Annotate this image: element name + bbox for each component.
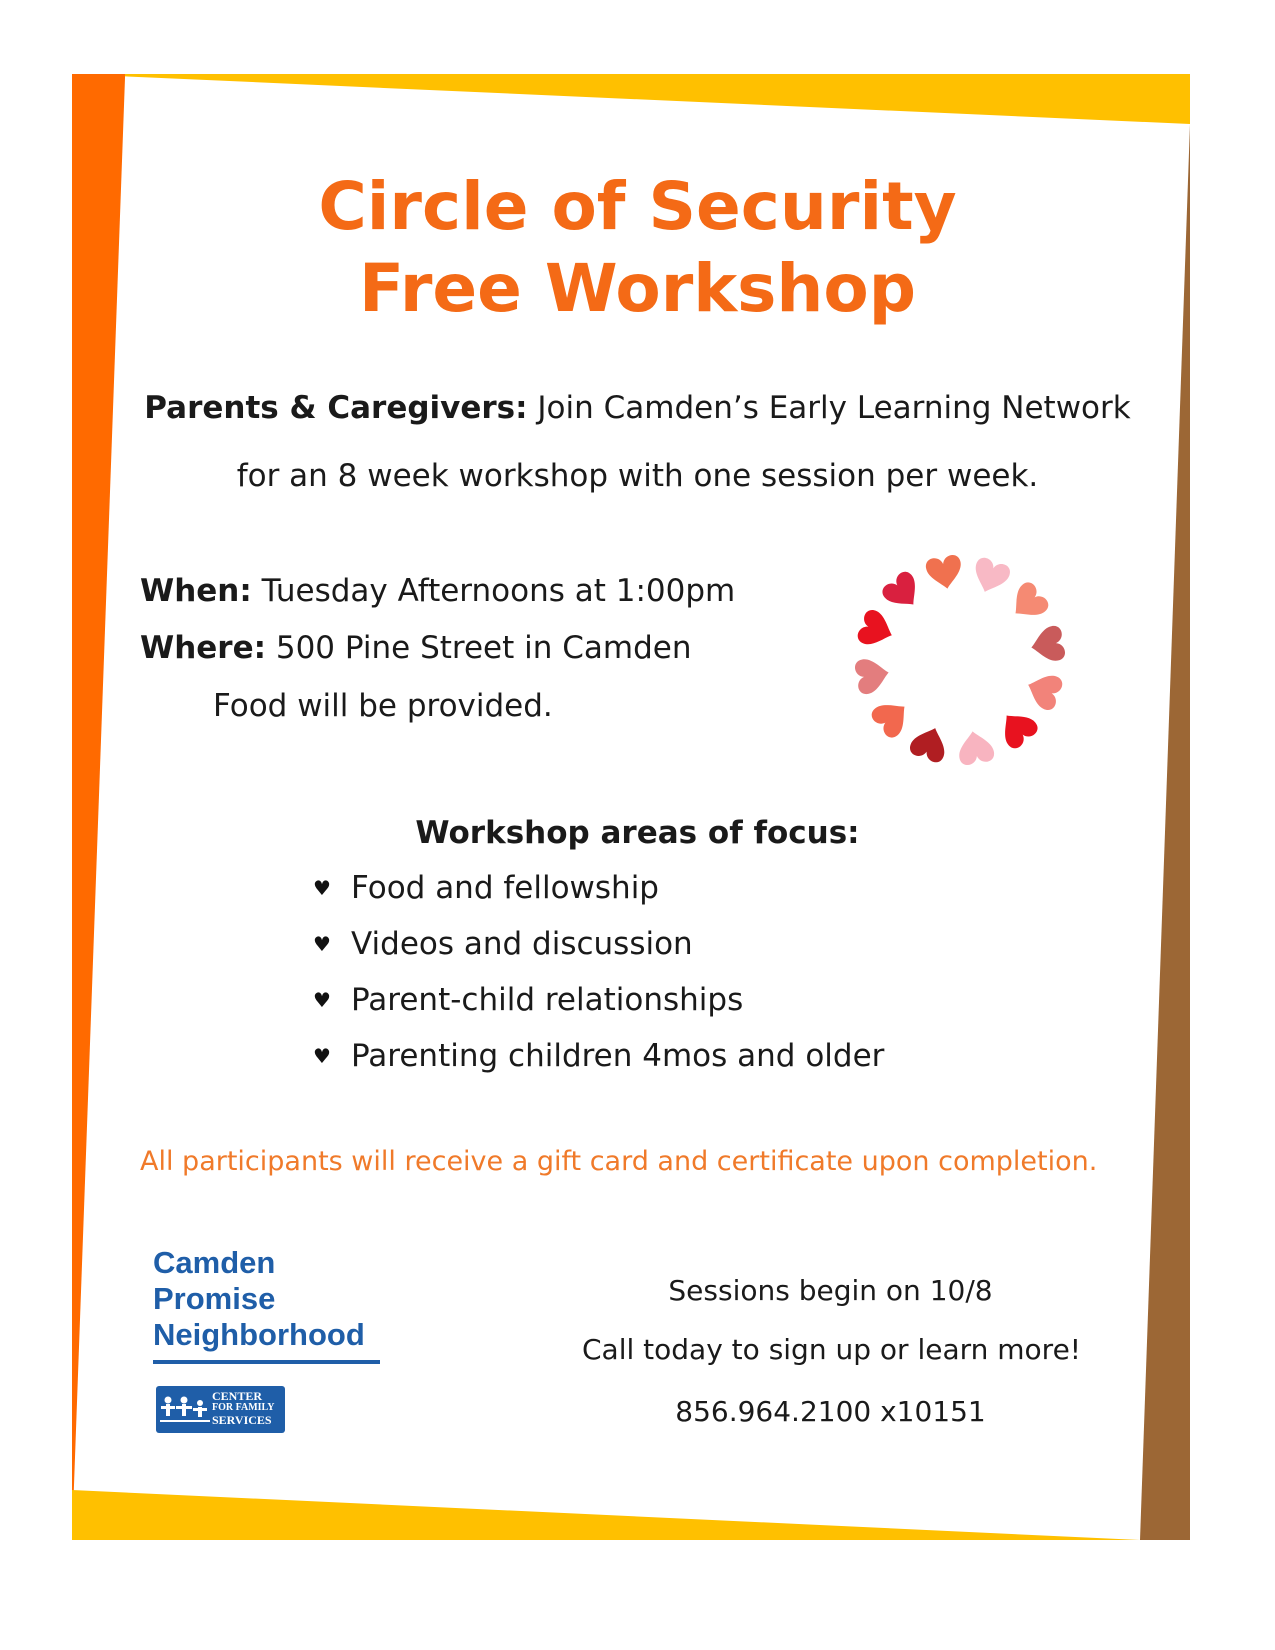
focus-item-text: Videos and discussion bbox=[351, 926, 693, 962]
focus-item bbox=[313, 926, 693, 962]
title-line-2: Free Workshop bbox=[358, 250, 916, 327]
where-line bbox=[140, 630, 691, 666]
focus-item bbox=[313, 1038, 884, 1074]
frame-top-yellow bbox=[72, 74, 1190, 124]
heart-icon bbox=[955, 728, 995, 766]
focus-heading: Workshop areas of focus: bbox=[415, 815, 860, 851]
heart-bullet-icon: ♥ bbox=[313, 876, 331, 900]
focus-item-text: Parenting children 4mos and older bbox=[351, 1038, 885, 1074]
intro-line-2: for an 8 week workshop with one session per week. bbox=[236, 458, 1039, 494]
heart-icon bbox=[1028, 625, 1066, 665]
heart-bullet-icon: ♥ bbox=[313, 932, 331, 956]
heart-icon bbox=[925, 554, 965, 592]
where-label: Where: bbox=[140, 630, 266, 666]
logo-text bbox=[153, 1245, 365, 1353]
focus-item-text: Food and fellowship bbox=[351, 870, 659, 906]
reward-note: All participants will receive a gift card and certificate upon completion. bbox=[140, 1146, 1098, 1177]
food-note: Food will be provided. bbox=[213, 688, 553, 724]
focus-item bbox=[313, 870, 659, 906]
heart-icon bbox=[868, 693, 915, 741]
heart-icon bbox=[855, 608, 897, 652]
frame-bottom-yellow bbox=[72, 1490, 1140, 1540]
family-icon bbox=[160, 1394, 210, 1426]
cfs-line-2: FOR FAMILY bbox=[212, 1402, 275, 1413]
heart-icon bbox=[1004, 579, 1051, 627]
logo-line-2: Promise bbox=[153, 1281, 276, 1316]
call-to-action: Call today to sign up or learn more! bbox=[582, 1333, 1082, 1366]
logo-line-1: Camden bbox=[153, 1245, 276, 1280]
heart-icon bbox=[1022, 668, 1064, 712]
cfs-line-1: CENTER bbox=[212, 1389, 263, 1403]
logo-underline bbox=[153, 1360, 380, 1364]
heart-ring-graphic bbox=[825, 545, 1095, 800]
heart-bullet-icon: ♥ bbox=[313, 988, 331, 1012]
heart-icon bbox=[854, 655, 892, 695]
heart-icon bbox=[968, 555, 1012, 597]
where-value: 500 Pine Street in Camden bbox=[266, 630, 692, 666]
focus-item-text: Parent-child relationships bbox=[351, 982, 744, 1018]
logo-line-3: Neighborhood bbox=[153, 1317, 365, 1352]
heart-icon bbox=[879, 568, 927, 615]
intro-lead-label: Parents & Caregivers: bbox=[144, 390, 528, 426]
sessions-start: Sessions begin on 10/8 bbox=[668, 1274, 993, 1307]
when-value: Tuesday Afternoons at 1:00pm bbox=[251, 573, 736, 609]
heart-bullet-icon: ♥ bbox=[313, 1044, 331, 1068]
phone-number: 856.964.2100 x10151 bbox=[675, 1395, 986, 1428]
heart-icon bbox=[993, 704, 1041, 751]
heart-icon bbox=[908, 722, 952, 764]
title-line-1: Circle of Security bbox=[318, 168, 957, 245]
intro-lead-text: Join Camden’s Early Learning Network bbox=[527, 390, 1131, 426]
focus-item bbox=[313, 982, 743, 1018]
cfs-line-3: SERVICES bbox=[212, 1413, 272, 1427]
cfs-logo bbox=[156, 1386, 285, 1433]
when-label: When: bbox=[140, 573, 252, 609]
when-line bbox=[140, 573, 735, 609]
intro-line-1 bbox=[0, 390, 1275, 426]
